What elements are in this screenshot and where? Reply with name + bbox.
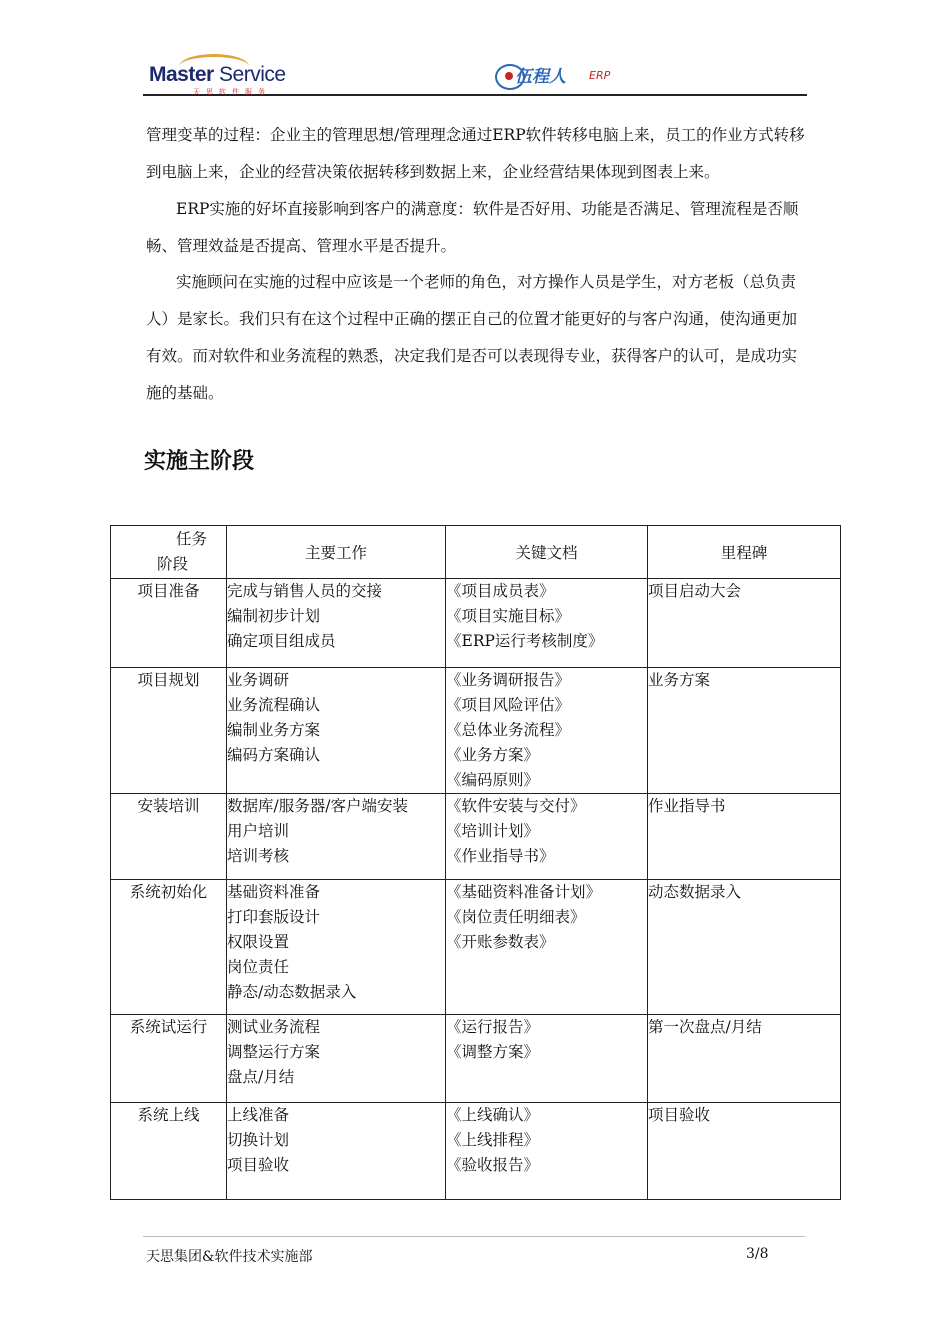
work-item: 切换计划 bbox=[227, 1131, 290, 1149]
work-item: 编码方案确认 bbox=[227, 746, 321, 764]
doc-item: 《验收报告》 bbox=[446, 1156, 540, 1174]
work-item: 静态/动态数据录入 bbox=[227, 983, 357, 1001]
work-item: 项目验收 bbox=[227, 1156, 290, 1174]
doc-item: 《调整方案》 bbox=[446, 1043, 540, 1061]
work-item: 培训考核 bbox=[227, 847, 290, 865]
work-item: 确定项目组成员 bbox=[227, 632, 336, 650]
docs-cell bbox=[446, 1103, 648, 1200]
table-row bbox=[111, 1015, 841, 1103]
header-main-work: 主要工作 bbox=[227, 526, 446, 579]
paragraph-2: ERP实施的好坏直接影响到客户的满意度：软件是否好用、功能是否满足、管理流程是否顺畅、管理效益是否提高、管理水平是否提升。 bbox=[146, 200, 799, 255]
paragraph-3: 实施顾问在实施的过程中应该是一个老师的角色，对方操作人员是学生，对方老板（总负责人）是家长。我们只有在这个过程中正确的摆正自己的位置才能更好的与客户沟通，使沟通更加有效。而对软件和业务流程的熟悉，决定我们是否可以表现得专业，获得客户的认可，是成功实施的基础。 bbox=[146, 273, 798, 402]
milestone-text: 项目验收 bbox=[648, 1106, 711, 1124]
stage-cell: 安装培训 bbox=[111, 794, 227, 880]
work-item: 完成与销售人员的交接 bbox=[227, 582, 383, 600]
milestone-cell bbox=[648, 668, 841, 794]
work-item: 打印套版设计 bbox=[227, 908, 321, 926]
work-cell bbox=[227, 668, 446, 794]
milestone-cell bbox=[648, 880, 841, 1015]
doc-item: 《上线确认》 bbox=[446, 1106, 540, 1124]
docs-cell bbox=[446, 880, 648, 1015]
table-row bbox=[111, 880, 841, 1015]
logo-name-a: Master bbox=[149, 63, 214, 86]
stage-cell: 系统试运行 bbox=[111, 1015, 227, 1103]
page-header bbox=[143, 48, 807, 96]
milestone-text: 动态数据录入 bbox=[648, 883, 742, 901]
master-service-logo bbox=[149, 54, 324, 94]
docs-cell bbox=[446, 794, 648, 880]
doc-item: 《岗位责任明细表》 bbox=[446, 908, 586, 926]
doc-item: 《总体业务流程》 bbox=[446, 721, 571, 739]
implementation-phase-table bbox=[110, 525, 841, 1200]
milestone-text: 项目启动大会 bbox=[648, 582, 742, 600]
work-item: 盘点/月结 bbox=[227, 1068, 295, 1086]
work-cell bbox=[227, 794, 446, 880]
doc-item: 《培训计划》 bbox=[446, 822, 540, 840]
header-key-docs: 关键文档 bbox=[446, 526, 648, 579]
doc-item: 《运行报告》 bbox=[446, 1018, 540, 1036]
work-item: 数据库/服务器/客户端安装 bbox=[227, 797, 408, 815]
work-cell bbox=[227, 579, 446, 668]
doc-item: 《ERP运行考核制度》 bbox=[446, 632, 604, 650]
milestone-text: 业务方案 bbox=[648, 671, 711, 689]
docs-cell bbox=[446, 668, 648, 794]
milestone-cell bbox=[648, 1103, 841, 1200]
footer-rule bbox=[143, 1236, 805, 1237]
doc-item: 《软件安装与交付》 bbox=[446, 797, 586, 815]
erp-logo-suffix: ERP bbox=[589, 69, 611, 82]
paragraph-1: 管理变革的过程：企业主的管理思想/管理理念通过ERP软件转移电脑上来，员工的作业方式转移到电脑上来，企业的经营决策依据转移到数据上来，企业经营结果体现到图表上来。 bbox=[146, 126, 805, 181]
milestone-text: 作业指导书 bbox=[648, 797, 726, 815]
doc-item: 《业务调研报告》 bbox=[446, 671, 571, 689]
work-item: 基础资料准备 bbox=[227, 883, 321, 901]
page-number: 3/8 bbox=[746, 1246, 769, 1262]
work-cell bbox=[227, 1103, 446, 1200]
work-item: 编制业务方案 bbox=[227, 721, 321, 739]
stage-cell: 项目规划 bbox=[111, 668, 227, 794]
logo-name-b: Service bbox=[219, 63, 286, 86]
work-cell bbox=[227, 1015, 446, 1103]
table-header-row bbox=[111, 526, 841, 579]
table-row bbox=[111, 794, 841, 880]
work-item: 编制初步计划 bbox=[227, 607, 321, 625]
milestone-cell bbox=[648, 794, 841, 880]
header-stage: 阶段 bbox=[156, 555, 188, 573]
work-item: 业务调研 bbox=[227, 671, 290, 689]
table-row bbox=[111, 1103, 841, 1200]
docs-cell bbox=[446, 579, 648, 668]
milestone-cell bbox=[648, 1015, 841, 1103]
stage-cell: 系统初始化 bbox=[111, 880, 227, 1015]
stage-cell: 系统上线 bbox=[111, 1103, 227, 1200]
work-item: 用户培训 bbox=[227, 822, 290, 840]
header-corner bbox=[111, 526, 227, 579]
doc-item: 《开账参数表》 bbox=[446, 933, 555, 951]
milestone-cell bbox=[648, 579, 841, 668]
doc-item: 《作业指导书》 bbox=[446, 847, 555, 865]
doc-item: 《上线排程》 bbox=[446, 1131, 540, 1149]
table-row bbox=[111, 668, 841, 794]
work-item: 上线准备 bbox=[227, 1106, 290, 1124]
header-task: 任务 bbox=[175, 530, 207, 548]
doc-item: 《项目成员表》 bbox=[446, 582, 555, 600]
stage-cell: 项目准备 bbox=[111, 579, 227, 668]
work-item: 测试业务流程 bbox=[227, 1018, 321, 1036]
work-item: 岗位责任 bbox=[227, 958, 290, 976]
header-milestone: 里程碑 bbox=[648, 526, 841, 579]
work-cell bbox=[227, 880, 446, 1015]
doc-item: 《业务方案》 bbox=[446, 746, 540, 764]
logo-subtitle: 天思软件服务 bbox=[193, 88, 271, 96]
work-item: 调整运行方案 bbox=[227, 1043, 321, 1061]
work-item: 权限设置 bbox=[227, 933, 290, 951]
table-row bbox=[111, 579, 841, 668]
doc-item: 《编码原则》 bbox=[446, 771, 540, 789]
erp-logo bbox=[495, 62, 615, 92]
work-item: 业务流程确认 bbox=[227, 696, 321, 714]
erp-logo-name: 伍程人 bbox=[515, 67, 566, 87]
docs-cell bbox=[446, 1015, 648, 1103]
doc-item: 《项目风险评估》 bbox=[446, 696, 571, 714]
section-title: 实施主阶段 bbox=[144, 449, 255, 474]
milestone-text: 第一次盘点/月结 bbox=[648, 1018, 762, 1036]
doc-item: 《基础资料准备计划》 bbox=[446, 883, 602, 901]
doc-item: 《项目实施目标》 bbox=[446, 607, 571, 625]
footer-left: 天思集团&软件技术实施部 bbox=[146, 1249, 313, 1265]
